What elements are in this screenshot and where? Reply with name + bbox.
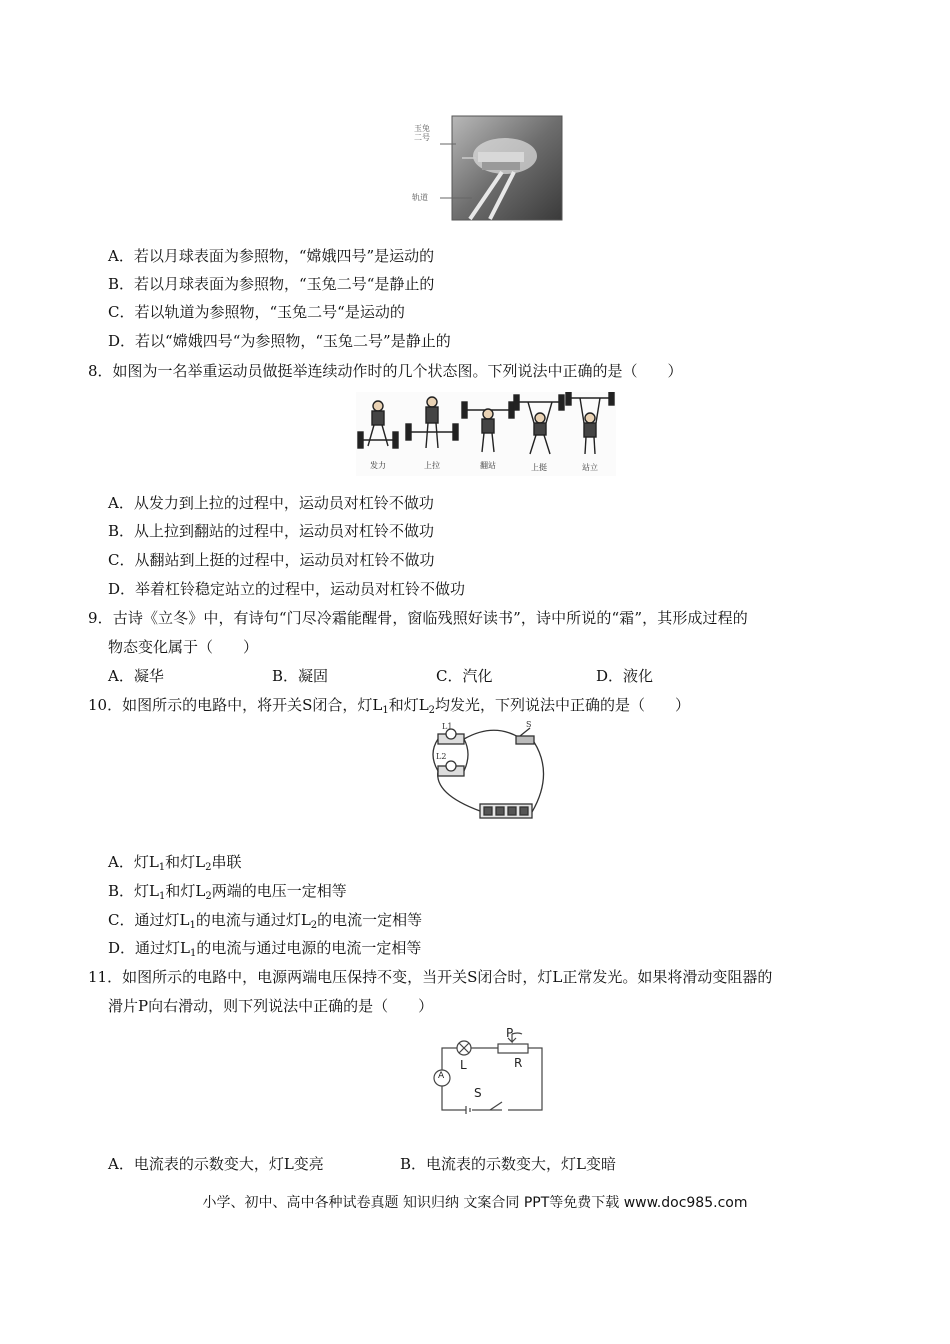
- q8-option-d: D．举着杠铃稳定站立的过程中，运动员对杠铃不做功: [108, 580, 466, 598]
- lamp-l-label: L: [460, 1058, 467, 1072]
- q10-option-a: A．灯$L_1$和灯$L_2$串联: [108, 853, 242, 873]
- lamp-l2-label: L2: [436, 752, 447, 761]
- q8-stem: 8．如图为一名举重运动员做挺举连续动作时的几个状态图。下列说法中正确的是（ ）: [88, 362, 683, 380]
- q7-option-a: A．若以月球表面为参照物，“嫦娥四号”是运动的: [108, 247, 435, 265]
- q11-option-b: B．电流表的示数变大，灯L变暗: [400, 1155, 616, 1173]
- q8-option-c: C．从翻站到上挺的过程中，运动员对杠铃不做功: [108, 551, 435, 569]
- q9-option-d: D．液化: [596, 667, 654, 685]
- q11-stem-line1: 11．如图所示的电路中，电源两端电压保持不变，当开关S闭合时，灯L正常发光。如果将滑动变阻器的: [88, 968, 773, 986]
- q7-option-c: C．若以轨道为参照物，“玉兔二号“是运动的: [108, 303, 405, 321]
- weightlifter-label-5: 站立: [582, 463, 598, 472]
- slider-p-label: P: [506, 1026, 514, 1040]
- weightlifter-label-1: 发力: [370, 461, 386, 470]
- q11-option-a: A．电流表的示数变大，灯L变亮: [108, 1155, 324, 1173]
- weightlifter-label-2: 上拉: [424, 461, 440, 470]
- q8-option-a: A．从发力到上拉的过程中，运动员对杠铃不做功: [108, 494, 434, 512]
- q10-option-c: C．通过灯$L_1$的电流与通过灯$L_2$的电流一定相等: [108, 911, 423, 931]
- weightlifter-label-4: 上挺: [531, 463, 547, 472]
- q10-option-d: D．通过灯$L_1$的电流与通过电源的电流一定相等: [108, 939, 422, 959]
- ammeter-label: A: [438, 1071, 445, 1081]
- q8-option-b: B．从上拉到翻站的过程中，运动员对杠铃不做功: [108, 522, 435, 540]
- lamp-l1-label: L1: [442, 722, 453, 731]
- q10-option-b: B．灯$L_1$和灯$L_2$两端的电压一定相等: [108, 882, 347, 902]
- page-footer: 小学、初中、高中各种试卷真题 知识归纳 文案合同 PPT等免费下载 www.doc985.com: [202, 1195, 748, 1211]
- q9-option-a: A．凝华: [108, 667, 164, 685]
- parallel-circuit-figure: [424, 720, 552, 828]
- q10-stem: 10．如图所示的电路中，将开关S闭合，灯$L_1$和灯$L_2$均发光，下列说法中正确的是（ ）: [88, 696, 691, 716]
- q7-option-b: B．若以月球表面为参照物，“玉兔二号“是静止的: [108, 275, 435, 293]
- q9-option-c: C．汽化: [436, 667, 493, 685]
- rheostat-circuit-figure: [422, 1024, 548, 1118]
- switch-s-label-q11: S: [474, 1086, 482, 1100]
- q9-option-b: B．凝固: [272, 667, 329, 685]
- q9-stem-line2: 物态变化属于（ ）: [108, 638, 259, 656]
- switch-s-label: S: [526, 720, 532, 729]
- weightlifter-figure: [356, 392, 616, 476]
- rover-photo-figure: [410, 114, 565, 222]
- weightlifter-label-3: 翻站: [480, 461, 496, 470]
- q11-stem-line2: 滑片P向右滑动，则下列说法中正确的是（ ）: [108, 997, 434, 1015]
- q9-stem-line1: 9．古诗《立冬》中，有诗句“门尽冷霜能醒骨，窗临残照好读书”，诗中所说的“霜”，其形成过程的: [88, 609, 748, 627]
- rover-label: 玉兔二号: [414, 124, 430, 142]
- track-label: 轨道: [412, 193, 428, 202]
- resistor-r-label: R: [514, 1056, 523, 1070]
- q7-option-d: D．若以“嫦娥四号“为参照物，“玉兔二号”是静止的: [108, 332, 451, 350]
